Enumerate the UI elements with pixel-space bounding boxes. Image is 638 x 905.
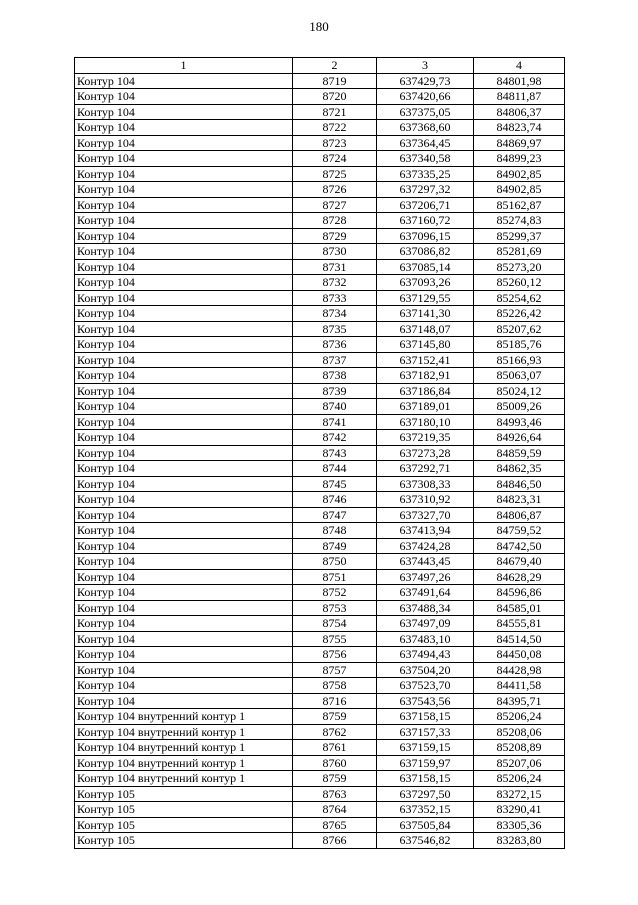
- point-number-cell: 8753: [293, 600, 377, 616]
- contour-name-cell: Контур 104: [75, 306, 293, 322]
- y-coordinate-cell: 84902,85: [474, 182, 565, 198]
- contour-name-cell: Контур 104: [75, 647, 293, 663]
- y-coordinate-cell: 83305,36: [474, 817, 565, 833]
- contour-name-cell: Контур 104: [75, 461, 293, 477]
- contour-name-cell: Контур 104: [75, 197, 293, 213]
- contour-name-cell: Контур 104: [75, 259, 293, 275]
- contour-name-cell: Контур 104: [75, 166, 293, 182]
- point-number-cell: 8762: [293, 724, 377, 740]
- point-number-cell: 8746: [293, 492, 377, 508]
- point-number-cell: 8722: [293, 120, 377, 136]
- table-row: [75, 352, 565, 368]
- x-coordinate-cell: 637491,64: [377, 585, 474, 601]
- table-row: [75, 802, 565, 818]
- contour-name-cell: Контур 104: [75, 678, 293, 694]
- column-header: 2: [293, 58, 377, 74]
- point-number-cell: 8737: [293, 352, 377, 368]
- x-coordinate-cell: 637085,14: [377, 259, 474, 275]
- contour-name-cell: Контур 104: [75, 430, 293, 446]
- table-row: [75, 600, 565, 616]
- table-row: [75, 507, 565, 523]
- y-coordinate-cell: 84585,01: [474, 600, 565, 616]
- table-row: [75, 492, 565, 508]
- point-number-cell: 8731: [293, 259, 377, 275]
- x-coordinate-cell: 637157,33: [377, 724, 474, 740]
- contour-name-cell: Контур 104: [75, 414, 293, 430]
- contour-name-cell: Контур 104 внутренний контур 1: [75, 755, 293, 771]
- x-coordinate-cell: 637096,15: [377, 228, 474, 244]
- coordinates-table: [74, 57, 565, 849]
- contour-name-cell: Контур 104: [75, 275, 293, 291]
- y-coordinate-cell: 84862,35: [474, 461, 565, 477]
- x-coordinate-cell: 637413,94: [377, 523, 474, 539]
- contour-name-cell: Контур 104: [75, 662, 293, 678]
- contour-name-cell: Контур 104: [75, 507, 293, 523]
- contour-name-cell: Контур 104 внутренний контур 1: [75, 771, 293, 787]
- point-number-cell: 8748: [293, 523, 377, 539]
- x-coordinate-cell: 637292,71: [377, 461, 474, 477]
- x-coordinate-cell: 637219,35: [377, 430, 474, 446]
- table-row: [75, 616, 565, 632]
- x-coordinate-cell: 637494,43: [377, 647, 474, 663]
- y-coordinate-cell: 85281,69: [474, 244, 565, 260]
- table-row: [75, 104, 565, 120]
- point-number-cell: 8721: [293, 104, 377, 120]
- point-number-cell: 8747: [293, 507, 377, 523]
- point-number-cell: 8720: [293, 89, 377, 105]
- x-coordinate-cell: 637483,10: [377, 631, 474, 647]
- x-coordinate-cell: 637159,15: [377, 740, 474, 756]
- x-coordinate-cell: 637129,55: [377, 290, 474, 306]
- x-coordinate-cell: 637186,84: [377, 383, 474, 399]
- table-row: [75, 213, 565, 229]
- point-number-cell: 8724: [293, 151, 377, 167]
- point-number-cell: 8730: [293, 244, 377, 260]
- table-row: [75, 259, 565, 275]
- point-number-cell: 8716: [293, 693, 377, 709]
- point-number-cell: 8729: [293, 228, 377, 244]
- contour-name-cell: Контур 104: [75, 89, 293, 105]
- contour-name-cell: Контур 104: [75, 213, 293, 229]
- contour-name-cell: Контур 104 внутренний контур 1: [75, 724, 293, 740]
- x-coordinate-cell: 637543,56: [377, 693, 474, 709]
- point-number-cell: 8743: [293, 445, 377, 461]
- x-coordinate-cell: 637505,84: [377, 817, 474, 833]
- y-coordinate-cell: 84428,98: [474, 662, 565, 678]
- contour-name-cell: Контур 104: [75, 476, 293, 492]
- table-row: [75, 724, 565, 740]
- contour-name-cell: Контур 104: [75, 104, 293, 120]
- point-number-cell: 8760: [293, 755, 377, 771]
- table-row: [75, 678, 565, 694]
- x-coordinate-cell: 637086,82: [377, 244, 474, 260]
- table-row: [75, 817, 565, 833]
- point-number-cell: 8738: [293, 368, 377, 384]
- y-coordinate-cell: 85226,42: [474, 306, 565, 322]
- y-coordinate-cell: 83290,41: [474, 802, 565, 818]
- contour-name-cell: Контур 104: [75, 523, 293, 539]
- contour-name-cell: Контур 105: [75, 786, 293, 802]
- y-coordinate-cell: 84806,37: [474, 104, 565, 120]
- contour-name-cell: Контур 104: [75, 554, 293, 570]
- table-row: [75, 337, 565, 353]
- table-row: [75, 151, 565, 167]
- x-coordinate-cell: 637160,72: [377, 213, 474, 229]
- point-number-cell: 8758: [293, 678, 377, 694]
- table-row: [75, 476, 565, 492]
- y-coordinate-cell: 84742,50: [474, 538, 565, 554]
- table-row: [75, 321, 565, 337]
- x-coordinate-cell: 637375,05: [377, 104, 474, 120]
- table-row: [75, 833, 565, 849]
- y-coordinate-cell: 85208,89: [474, 740, 565, 756]
- y-coordinate-cell: 84628,29: [474, 569, 565, 585]
- x-coordinate-cell: 637297,50: [377, 786, 474, 802]
- x-coordinate-cell: 637352,15: [377, 802, 474, 818]
- y-coordinate-cell: 84823,31: [474, 492, 565, 508]
- x-coordinate-cell: 637340,58: [377, 151, 474, 167]
- column-header: 1: [75, 58, 293, 74]
- x-coordinate-cell: 637523,70: [377, 678, 474, 694]
- point-number-cell: 8759: [293, 709, 377, 725]
- point-number-cell: 8740: [293, 399, 377, 415]
- contour-name-cell: Контур 104: [75, 600, 293, 616]
- contour-name-cell: Контур 104: [75, 151, 293, 167]
- x-coordinate-cell: 637206,71: [377, 197, 474, 213]
- point-number-cell: 8764: [293, 802, 377, 818]
- x-coordinate-cell: 637368,60: [377, 120, 474, 136]
- table-row: [75, 430, 565, 446]
- x-coordinate-cell: 637546,82: [377, 833, 474, 849]
- column-header: 3: [377, 58, 474, 74]
- point-number-cell: 8719: [293, 73, 377, 89]
- y-coordinate-cell: 84450,08: [474, 647, 565, 663]
- table-row: [75, 755, 565, 771]
- y-coordinate-cell: 85208,06: [474, 724, 565, 740]
- x-coordinate-cell: 637420,66: [377, 89, 474, 105]
- table-row: [75, 523, 565, 539]
- table-row: [75, 538, 565, 554]
- contour-name-cell: Контур 104: [75, 290, 293, 306]
- contour-name-cell: Контур 105: [75, 833, 293, 849]
- point-number-cell: 8732: [293, 275, 377, 291]
- x-coordinate-cell: 637364,45: [377, 135, 474, 151]
- x-coordinate-cell: 637273,28: [377, 445, 474, 461]
- x-coordinate-cell: 637158,15: [377, 771, 474, 787]
- table-row: [75, 631, 565, 647]
- y-coordinate-cell: 84823,74: [474, 120, 565, 136]
- point-number-cell: 8725: [293, 166, 377, 182]
- y-coordinate-cell: 84596,86: [474, 585, 565, 601]
- table-row: [75, 244, 565, 260]
- y-coordinate-cell: 85254,62: [474, 290, 565, 306]
- y-coordinate-cell: 84859,59: [474, 445, 565, 461]
- y-coordinate-cell: 84801,98: [474, 73, 565, 89]
- point-number-cell: 8757: [293, 662, 377, 678]
- table-row: [75, 445, 565, 461]
- table-row: [75, 383, 565, 399]
- table-row: [75, 585, 565, 601]
- contour-name-cell: Контур 104: [75, 585, 293, 601]
- point-number-cell: 8761: [293, 740, 377, 756]
- x-coordinate-cell: 637327,70: [377, 507, 474, 523]
- y-coordinate-cell: 84679,40: [474, 554, 565, 570]
- x-coordinate-cell: 637335,25: [377, 166, 474, 182]
- point-number-cell: 8750: [293, 554, 377, 570]
- x-coordinate-cell: 637145,80: [377, 337, 474, 353]
- x-coordinate-cell: 637504,20: [377, 662, 474, 678]
- table-row: [75, 569, 565, 585]
- point-number-cell: 8763: [293, 786, 377, 802]
- contour-name-cell: Контур 104: [75, 569, 293, 585]
- point-number-cell: 8744: [293, 461, 377, 477]
- contour-name-cell: Контур 105: [75, 817, 293, 833]
- contour-name-cell: Контур 104: [75, 368, 293, 384]
- x-coordinate-cell: 637497,09: [377, 616, 474, 632]
- point-number-cell: 8749: [293, 538, 377, 554]
- point-number-cell: 8741: [293, 414, 377, 430]
- y-coordinate-cell: 85206,24: [474, 771, 565, 787]
- contour-name-cell: Контур 104: [75, 631, 293, 647]
- table-row: [75, 120, 565, 136]
- contour-name-cell: Контур 104: [75, 492, 293, 508]
- table-row: [75, 740, 565, 756]
- contour-name-cell: Контур 104: [75, 321, 293, 337]
- y-coordinate-cell: 84869,97: [474, 135, 565, 151]
- table-row: [75, 771, 565, 787]
- table-row: [75, 647, 565, 663]
- y-coordinate-cell: 84514,50: [474, 631, 565, 647]
- y-coordinate-cell: 84555,81: [474, 616, 565, 632]
- x-coordinate-cell: 637443,45: [377, 554, 474, 570]
- y-coordinate-cell: 85299,37: [474, 228, 565, 244]
- y-coordinate-cell: 84846,50: [474, 476, 565, 492]
- y-coordinate-cell: 85273,20: [474, 259, 565, 275]
- x-coordinate-cell: 637308,33: [377, 476, 474, 492]
- y-coordinate-cell: 85274,83: [474, 213, 565, 229]
- x-coordinate-cell: 637182,91: [377, 368, 474, 384]
- y-coordinate-cell: 83283,80: [474, 833, 565, 849]
- point-number-cell: 8726: [293, 182, 377, 198]
- point-number-cell: 8739: [293, 383, 377, 399]
- contour-name-cell: Контур 104: [75, 228, 293, 244]
- y-coordinate-cell: 85162,87: [474, 197, 565, 213]
- table-row: [75, 166, 565, 182]
- x-coordinate-cell: 637141,30: [377, 306, 474, 322]
- point-number-cell: 8756: [293, 647, 377, 663]
- y-coordinate-cell: 84411,58: [474, 678, 565, 694]
- x-coordinate-cell: 637189,01: [377, 399, 474, 415]
- point-number-cell: 8735: [293, 321, 377, 337]
- contour-name-cell: Контур 104 внутренний контур 1: [75, 709, 293, 725]
- table-row: [75, 399, 565, 415]
- x-coordinate-cell: 637093,26: [377, 275, 474, 291]
- point-number-cell: 8752: [293, 585, 377, 601]
- table-row: [75, 368, 565, 384]
- x-coordinate-cell: 637497,26: [377, 569, 474, 585]
- y-coordinate-cell: 85185,76: [474, 337, 565, 353]
- table-row: [75, 73, 565, 89]
- table-row: [75, 197, 565, 213]
- table-header-row: [75, 58, 565, 74]
- y-coordinate-cell: 85009,26: [474, 399, 565, 415]
- y-coordinate-cell: 84926,64: [474, 430, 565, 446]
- contour-name-cell: Контур 104: [75, 538, 293, 554]
- table-row: [75, 414, 565, 430]
- point-number-cell: 8755: [293, 631, 377, 647]
- table-row: [75, 554, 565, 570]
- point-number-cell: 8736: [293, 337, 377, 353]
- point-number-cell: 8765: [293, 817, 377, 833]
- table-row: [75, 662, 565, 678]
- contour-name-cell: Контур 104: [75, 445, 293, 461]
- point-number-cell: 8734: [293, 306, 377, 322]
- y-coordinate-cell: 85206,24: [474, 709, 565, 725]
- y-coordinate-cell: 85166,93: [474, 352, 565, 368]
- contour-name-cell: Контур 104: [75, 337, 293, 353]
- x-coordinate-cell: 637424,28: [377, 538, 474, 554]
- y-coordinate-cell: 85207,62: [474, 321, 565, 337]
- contour-name-cell: Контур 104 внутренний контур 1: [75, 740, 293, 756]
- y-coordinate-cell: 85260,12: [474, 275, 565, 291]
- y-coordinate-cell: 84902,85: [474, 166, 565, 182]
- x-coordinate-cell: 637429,73: [377, 73, 474, 89]
- table-row: [75, 290, 565, 306]
- y-coordinate-cell: 85063,07: [474, 368, 565, 384]
- x-coordinate-cell: 637159,97: [377, 755, 474, 771]
- page-number: 180: [309, 19, 329, 34]
- x-coordinate-cell: 637158,15: [377, 709, 474, 725]
- contour-name-cell: Контур 104: [75, 693, 293, 709]
- y-coordinate-cell: 83272,15: [474, 786, 565, 802]
- point-number-cell: 8754: [293, 616, 377, 632]
- x-coordinate-cell: 637180,10: [377, 414, 474, 430]
- point-number-cell: 8742: [293, 430, 377, 446]
- contour-name-cell: Контур 105: [75, 802, 293, 818]
- point-number-cell: 8745: [293, 476, 377, 492]
- contour-name-cell: Контур 104: [75, 244, 293, 260]
- table-row: [75, 461, 565, 477]
- y-coordinate-cell: 84395,71: [474, 693, 565, 709]
- contour-name-cell: Контур 104: [75, 182, 293, 198]
- point-number-cell: 8759: [293, 771, 377, 787]
- point-number-cell: 8723: [293, 135, 377, 151]
- column-header: 4: [474, 58, 565, 74]
- contour-name-cell: Контур 104: [75, 120, 293, 136]
- y-coordinate-cell: 84811,87: [474, 89, 565, 105]
- y-coordinate-cell: 85207,06: [474, 755, 565, 771]
- y-coordinate-cell: 84993,46: [474, 414, 565, 430]
- x-coordinate-cell: 637310,92: [377, 492, 474, 508]
- y-coordinate-cell: 85024,12: [474, 383, 565, 399]
- point-number-cell: 8728: [293, 213, 377, 229]
- point-number-cell: 8733: [293, 290, 377, 306]
- point-number-cell: 8766: [293, 833, 377, 849]
- table-row: [75, 182, 565, 198]
- contour-name-cell: Контур 104: [75, 383, 293, 399]
- contour-name-cell: Контур 104: [75, 352, 293, 368]
- x-coordinate-cell: 637148,07: [377, 321, 474, 337]
- table-row: [75, 693, 565, 709]
- y-coordinate-cell: 84899,23: [474, 151, 565, 167]
- table-row: [75, 135, 565, 151]
- table-body: [75, 73, 565, 848]
- x-coordinate-cell: 637152,41: [377, 352, 474, 368]
- y-coordinate-cell: 84806,87: [474, 507, 565, 523]
- contour-name-cell: Контур 104: [75, 616, 293, 632]
- point-number-cell: 8751: [293, 569, 377, 585]
- table-row: [75, 786, 565, 802]
- x-coordinate-cell: 637297,32: [377, 182, 474, 198]
- y-coordinate-cell: 84759,52: [474, 523, 565, 539]
- table-row: [75, 709, 565, 725]
- x-coordinate-cell: 637488,34: [377, 600, 474, 616]
- table-row: [75, 228, 565, 244]
- table-row: [75, 275, 565, 291]
- contour-name-cell: Контур 104: [75, 135, 293, 151]
- contour-name-cell: Контур 104: [75, 399, 293, 415]
- table-row: [75, 89, 565, 105]
- point-number-cell: 8727: [293, 197, 377, 213]
- table-row: [75, 306, 565, 322]
- contour-name-cell: Контур 104: [75, 73, 293, 89]
